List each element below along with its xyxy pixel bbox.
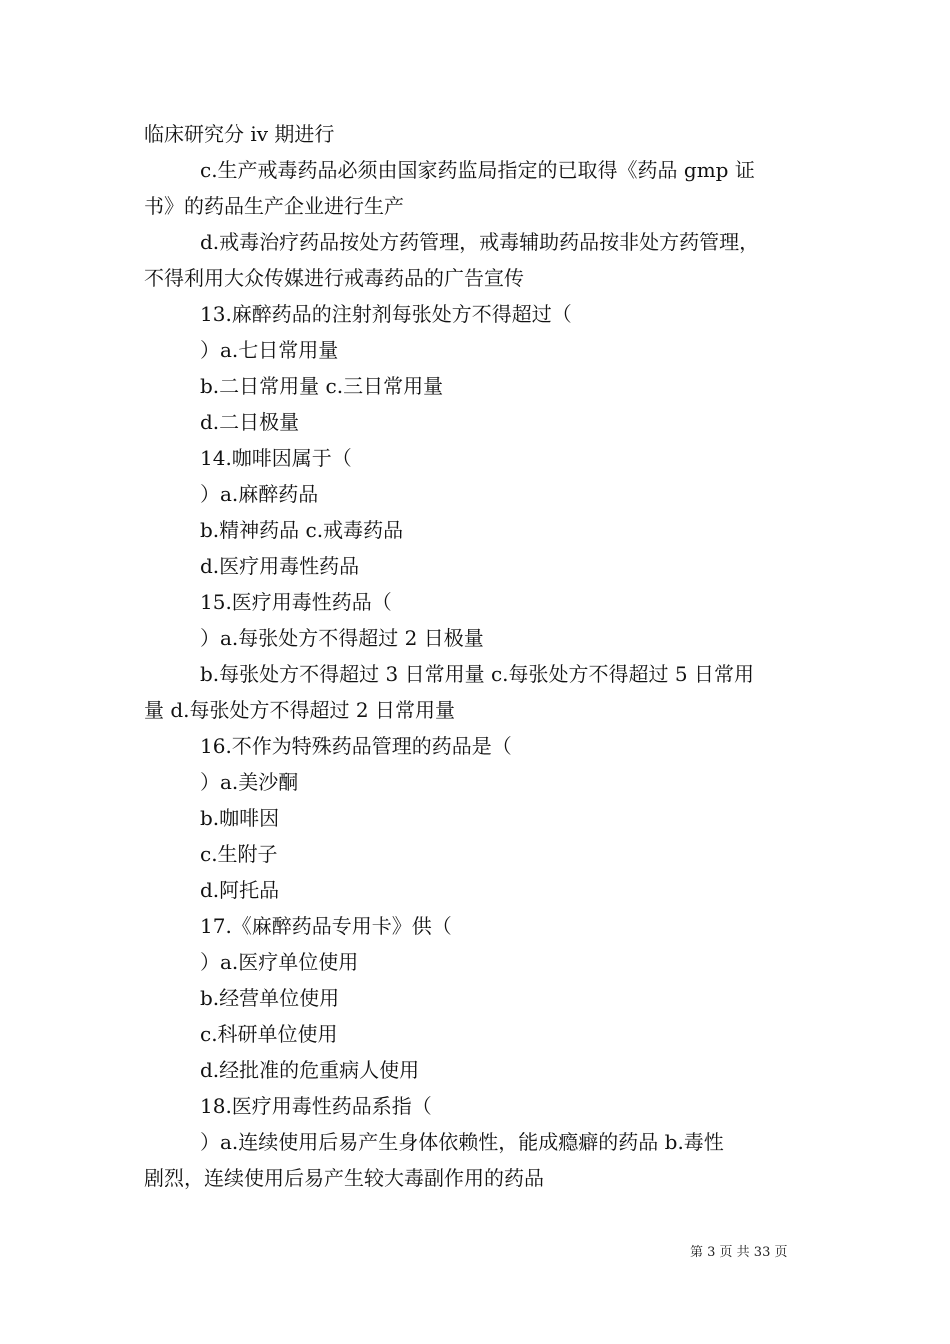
text-line: ）a.连续使用后易产生身体依赖性，能成瘾癖的药品 b.毒性 [200, 1130, 724, 1154]
text-line: ）a.每张处方不得超过 2 日极量 [200, 626, 484, 650]
text-line: b.每张处方不得超过 3 日常用量 c.每张处方不得超过 5 日常用 [200, 662, 754, 686]
text-line: b.二日常用量 c.三日常用量 [200, 374, 444, 398]
text-line: d.经批准的危重病人使用 [200, 1058, 420, 1082]
text-line: b.经营单位使用 [200, 986, 340, 1010]
document-body [144, 116, 809, 1196]
text-line: 临床研究分 iv 期进行 [144, 122, 335, 146]
text-line: 不得利用大众传媒进行戒毒药品的广告宣传 [144, 266, 524, 290]
text-line: 18.医疗用毒性药品系指（ [200, 1094, 432, 1118]
text-line: d.二日极量 [200, 410, 300, 434]
text-line: c.科研单位使用 [200, 1022, 338, 1046]
text-line: ）a.七日常用量 [200, 338, 339, 362]
text-line: 剧烈，连续使用后易产生较大毒副作用的药品 [144, 1166, 544, 1190]
text-line: 17.《麻醉药品专用卡》供（ [200, 914, 452, 938]
text-line: d.戒毒治疗药品按处方药管理，戒毒辅助药品按非处方药管理， [200, 230, 760, 254]
text-line: ）a.麻醉药品 [200, 482, 319, 506]
text-line: c.生产戒毒药品必须由国家药监局指定的已取得《药品 gmp 证 [200, 158, 755, 182]
text-line: 书》的药品生产企业进行生产 [144, 194, 404, 218]
text-line: 量 d.每张处方不得超过 2 日常用量 [144, 698, 455, 722]
page-footer: 第 3 页 共 33 页 [690, 1245, 788, 1260]
text-line: 16.不作为特殊药品管理的药品是（ [200, 734, 512, 758]
text-line: b.咖啡因 [200, 806, 280, 830]
text-line: b.精神药品 c.戒毒药品 [200, 518, 404, 542]
text-line: ）a.医疗单位使用 [200, 950, 359, 974]
text-line: ）a.美沙酮 [200, 770, 299, 794]
text-line: c.生附子 [200, 842, 278, 866]
text-line: d.阿托品 [200, 878, 280, 902]
text-line: 13.麻醉药品的注射剂每张处方不得超过（ [200, 302, 572, 326]
text-line: 14.咖啡因属于（ [200, 446, 352, 470]
text-line: d.医疗用毒性药品 [200, 554, 360, 578]
text-line: 15.医疗用毒性药品（ [200, 590, 392, 614]
